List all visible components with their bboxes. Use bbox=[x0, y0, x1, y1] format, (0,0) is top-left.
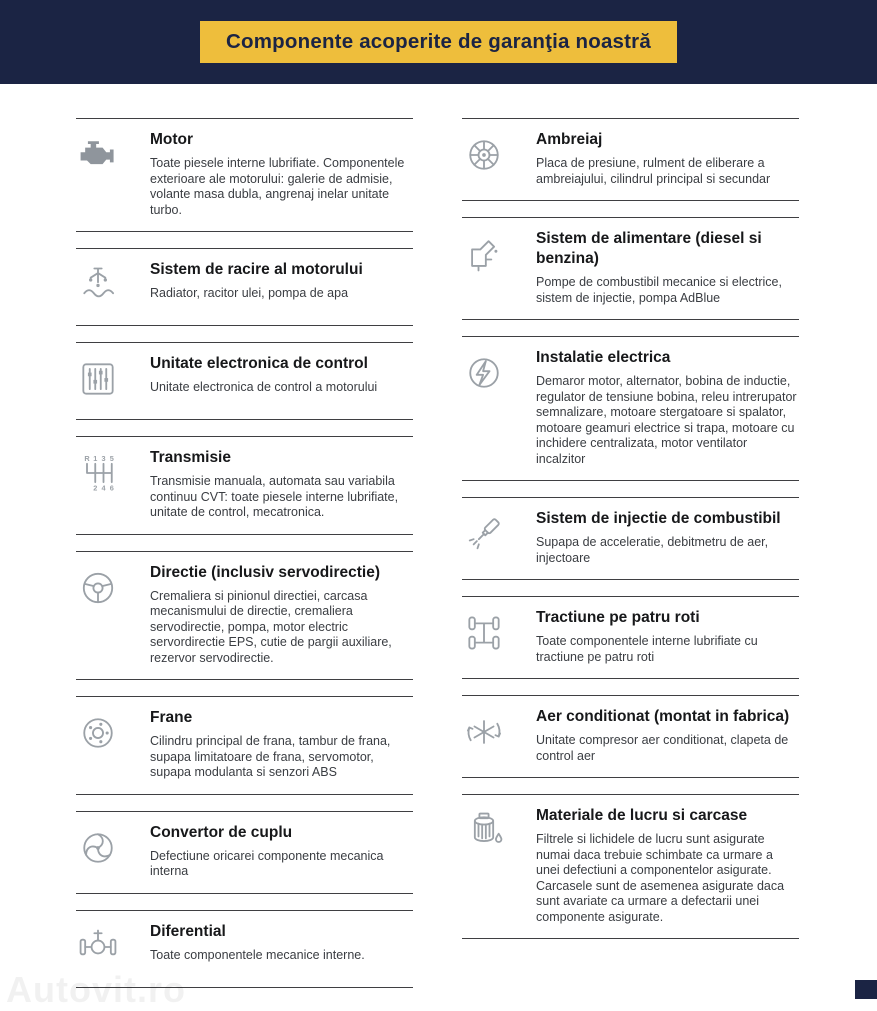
components-grid bbox=[0, 84, 877, 1004]
item-clutch bbox=[462, 118, 799, 201]
gearshift-icon bbox=[76, 448, 150, 521]
cooling-icon bbox=[76, 260, 150, 312]
corner-accent bbox=[855, 980, 877, 999]
injector-icon bbox=[462, 509, 536, 566]
component-title: Materiale de lucru si carcase bbox=[536, 807, 748, 824]
item-four-wheel-drive bbox=[462, 596, 799, 679]
component-title: Sistem de injectie de combustibil bbox=[536, 510, 781, 527]
svg-text:1: 1 bbox=[93, 454, 98, 464]
component-title: Ambreiaj bbox=[536, 131, 603, 148]
item-fuel-injection bbox=[462, 497, 799, 580]
svg-text:4: 4 bbox=[101, 483, 106, 493]
item-motor bbox=[76, 118, 413, 232]
snowflake-icon bbox=[462, 707, 536, 764]
component-title: Motor bbox=[150, 131, 194, 148]
item-torque-converter bbox=[76, 811, 413, 894]
component-desc: Pompe de combustibil mecanice si electrice, sistem de injectie, pompa AdBlue bbox=[536, 275, 782, 305]
component-title: Sistem de racire al motorului bbox=[150, 261, 363, 278]
fuel-pump-icon bbox=[462, 229, 536, 306]
svg-text:2: 2 bbox=[93, 483, 98, 493]
component-desc: Toate componentele mecanice interne. bbox=[150, 947, 365, 962]
component-desc: Unitate electronica de control a motorului bbox=[150, 380, 378, 394]
item-steering bbox=[76, 551, 413, 681]
item-transmission bbox=[76, 436, 413, 535]
svg-text:5: 5 bbox=[109, 454, 114, 464]
component-desc: Demaror motor, alternator, bobina de inductie, regulator de tensiune bobina, releu intrerupator semnalizare, motoare stergatoare si spalator, motoare geamuri electrice si trapa, motoare cu inchidere centralizata, motor ventilator incalzitor bbox=[536, 374, 797, 466]
component-title: Unitate electronica de control bbox=[150, 355, 368, 372]
component-title: Directie (inclusiv servodirectie) bbox=[150, 563, 381, 581]
ecu-icon bbox=[76, 354, 150, 406]
item-fuel-system bbox=[462, 217, 799, 320]
component-desc: Toate componentele interne lubrifiate cu tractiune pe patru roti bbox=[536, 634, 758, 664]
item-fluids-casings bbox=[462, 794, 799, 939]
component-title: Tractiune pe patru roti bbox=[536, 609, 700, 626]
item-air-conditioning bbox=[462, 695, 799, 778]
component-desc: Transmisie manuala, automata sau variabila continuu CVT: toate piesele interne lubrifiate, unitate de control, mecatronica. bbox=[150, 474, 399, 519]
right-column bbox=[462, 118, 799, 1004]
component-desc: Cilindru principal de frana, tambur de frana, supapa limitatoare de frana, servomotor, supapa modulanta si senzori ABS bbox=[150, 734, 391, 779]
component-desc: Supapa de acceleratie, debitmetru de aer, injectoare bbox=[536, 535, 769, 565]
component-desc: Unitate compresor aer conditionat, clapeta de control aer bbox=[536, 733, 789, 763]
component-desc: Cremaliera si pinionul directiei, carcasa mecanismului de directie, cremaliera servodirectie, pompa, motor electric servordirectie EPS, cutie de pargii auxiliare, rezervor servodirectie. bbox=[150, 588, 392, 665]
item-ecu bbox=[76, 342, 413, 420]
torque-converter-icon bbox=[76, 823, 150, 880]
oil-filter-icon bbox=[462, 806, 536, 925]
left-column bbox=[76, 118, 413, 1004]
lightning-icon bbox=[462, 348, 536, 467]
component-title: Transmisie bbox=[150, 449, 231, 466]
svg-text:6: 6 bbox=[109, 483, 114, 493]
item-cooling-system bbox=[76, 248, 413, 326]
clutch-icon bbox=[462, 130, 536, 187]
component-title: Sistem de alimentare (diesel si benzina) bbox=[536, 230, 762, 267]
watermark: Autovit.ro bbox=[6, 969, 186, 1010]
svg-text:R: R bbox=[84, 454, 90, 464]
component-desc: Radiator, racitor ulei, pompa de apa bbox=[150, 286, 349, 300]
component-desc: Toate piesele interne lubrifiate. Componentele exterioare ale motorului: galerie de admisie, volante masa dubla, angrenaj inelar unitate turbo. bbox=[150, 156, 405, 217]
component-desc: Placa de presiune, rulment de eliberare a ambreiajului, cilindrul principal si secundar bbox=[536, 156, 771, 186]
component-title: Diferential bbox=[150, 922, 226, 940]
component-title: Instalatie electrica bbox=[536, 349, 671, 366]
svg-text:3: 3 bbox=[101, 454, 106, 464]
header-band bbox=[0, 0, 877, 84]
item-brakes bbox=[76, 696, 413, 795]
engine-icon bbox=[76, 130, 150, 218]
component-title: Frane bbox=[150, 709, 193, 726]
component-desc: Defectiune oricarei componente mecanica interna bbox=[150, 848, 384, 878]
brake-disc-icon bbox=[76, 708, 150, 781]
component-title: Convertor de cuplu bbox=[150, 823, 293, 841]
component-desc: Filtrele si lichidele de lucru sunt asigurate numai daca trebuie schimbate ca urmare a unei defectiuni a componentelor asigurate. Carcasele sunt de asemenea asigurate daca sunt avariate ca urmare a defectarii unei componente asigurate. bbox=[536, 832, 785, 924]
page-title: Componente acoperite de garanţia noastră bbox=[200, 21, 677, 63]
component-title: Aer conditionat (montat in fabrica) bbox=[536, 708, 790, 725]
steering-wheel-icon bbox=[76, 563, 150, 667]
item-electrical bbox=[462, 336, 799, 481]
awd-icon bbox=[462, 608, 536, 665]
differential-icon bbox=[76, 922, 150, 974]
